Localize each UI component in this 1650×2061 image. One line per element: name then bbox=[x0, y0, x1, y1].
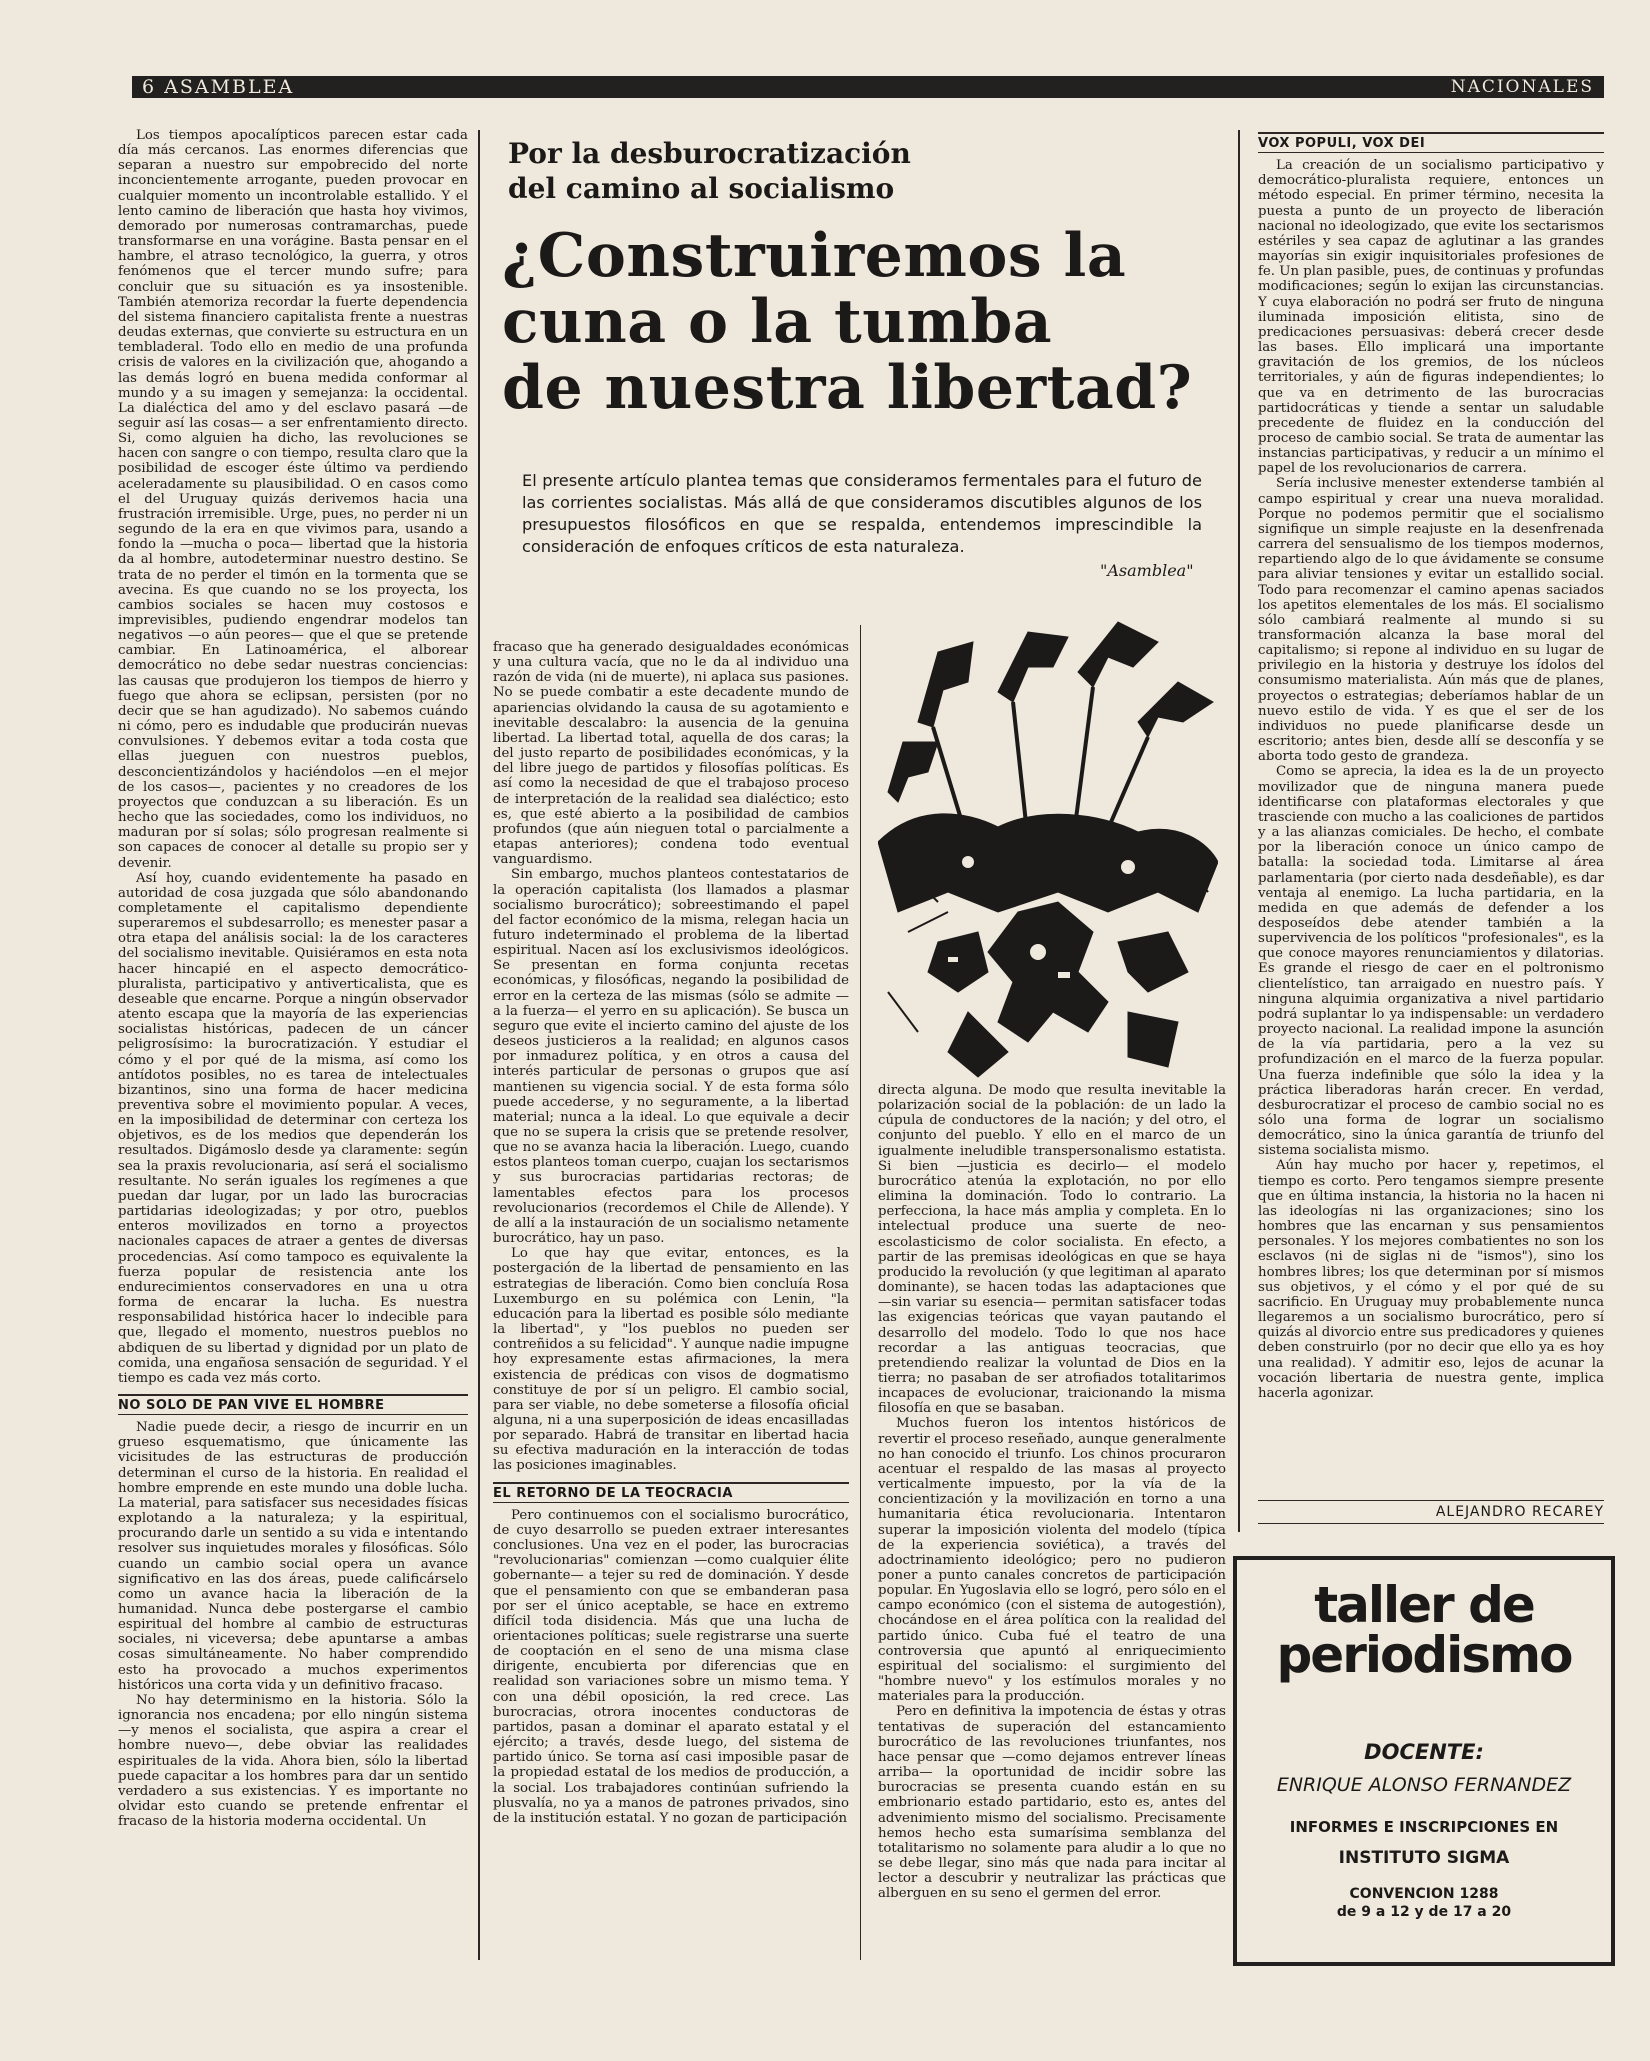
article-intro: El presente artículo plantea temas que consideramos fermentales para el futuro de las corrientes socialistas. Más allá de que consideramos discutibles algunos de los presupuestos filosóficos en que se respalda, entendemos imprescindible la consideración de enfoques críticos de esta naturaleza. bbox=[522, 471, 1202, 556]
paragraph: Aún hay mucho por hacer y, repetimos, el tiempo es corto. Pero tengamos siempre presente que en última instancia, la historia no la hacen ni las ideologías ni las organizaciones; sino los hombres que las encarnan y sus pensamientos personales. Y los mejores combatientes no son los esclavos (ni de siglas ni de "ismos"), sino los hombres libres; los que determinan por sí mismos sus objetivos, y el cómo y el por qué de su sacrificio. En Uruguay muy probablemente nunca llegaremos a un socialismo burocrático, pero sí quizás al divorcio entre sus predicadores y quienes deben construirlo (por no decir que ello ya es hoy una realidad). Y admitir eso, lejos de acunar la vocación libertaria de nuestra gente, implica hacerla agonizar. bbox=[1258, 1158, 1604, 1401]
ad-teacher-label: DOCENTE: bbox=[1364, 1740, 1484, 1764]
headline-line: de nuestra libertad? bbox=[502, 353, 1193, 423]
paragraph: Pero continuemos con el socialismo burocrático, de cuyo desarrollo se pueden extraer interesantes conclusiones. Una vez en el poder, las burocracias "revolucionarias" comienzan —como cualquier élite gobernante— a tejer su red de dominación. Y desde que el pensamiento con que se embanderan pasa por ser el único aceptable, se hace en extremo difícil toda disidencia. Más que una lucha de orientaciones políticas; suele registrarse una suerte de cooptación en el seno de una misma clase dirigente, encubierta por diferencias que en realidad son variaciones sobre un mismo tema. Y con una débil oposición, la red crece. Las burocracias, otrora inocentes conductoras de partidos, pasan a dominar el aparato estatal y el ejército; a través, desde luego, del sistema de partido único. Se torna así casi imposible pasar de la propiedad estatal de los medios de producción, a la social. Los trabajadores continúan sufriendo la plusvalía, no ya a manos de patrones privados, sino de la institución estatal. Y no gozan de participación bbox=[493, 1507, 849, 1826]
brand-line: taller de bbox=[1314, 1576, 1534, 1634]
article-kicker bbox=[508, 136, 911, 206]
paragraph: Así hoy, cuando evidentemente ha pasado en autoridad de cosa juzgada que sólo abandonando completamente el capitalismo dependiente superaremos el subdesarrollo; es menester pasar a otra etapa del análisis social: la de los caracteres del socialismo inevitable. Quisiéramos en esta nota hacer hincapié en el aspecto democrático-pluralista, participativo y antiverticalista, que es deseable que encarne. Porque a ningún observador atento escapa que la mayoría de las experiencias socialistas históricas, padecen de un cáncer peligrosísimo: la burocratización. Y estudiar el cómo y el por qué de la misma, así como los antídotos posibles, no es tarea de intelectuales bizantinos, sino una forma de hacer medicina preventiva sobre el movimiento popular. A veces, en la imposibilidad de determinar con certeza los objetivos, es de los medios que dependerán los resultados. Digámoslo desde ya claramente: según sea la praxis revolucionaria, así será el socialismo resultante. No serán iguales los regímenes a que puedan dar lugar, por un lado las burocracias partidarias ideologizadas; y por otro, pueblos enteros movilizados en torno a proyectos nacionales capaces de atraer a gentes de diversas procedencias. Así como tampoco es equivalente la fuerza popular de resistencia ante los endurecimientos conservadores en una u otra forma de encarar la lucha. Es nuestra responsabilidad histórica hacer lo indecible para que, llegado el momento, nuestros pueblos no abdiquen de su libertad y dignidad por un plato de comida, una engañosa sensación de seguridad. Y el tiempo es cada vez más corto. bbox=[118, 870, 468, 1386]
column-rule-left bbox=[478, 130, 480, 1960]
column-2 bbox=[493, 640, 849, 1960]
paragraph: Lo que hay que evitar, entonces, es la postergación de la libertad de pensamiento en las estrategias de liberación. Como bien concluía Rosa Luxemburgo en su polémica con Lenin, "la educación para la libertad es posible sólo mediante la libertad", y "los pueblos no pueden ser contreñidos a su felicidad". Y aunque nadie impugne hoy expresamente estas afirmaciones, la mera existencia de prédicas con visos de dogmatismo constituye de por sí un peligro. El cambio social, para ser viable, no debe someterse a filosofía oficial alguna, ni a una superposición de ideas encasilladas por separado. Habrá de transitar en libertad hacia su efectiva maduración en la interacción de todas las posiciones imaginables. bbox=[493, 1246, 849, 1474]
paragraph: fracaso que ha generado desigualdades económicas y una cultura vacía, que no le da al individuo una razón de vida (ni de muerte), ni aplaca sus pasiones. No se puede combatir a este decadente mundo de apariencias olvidando la causa de su agotamiento e inevitable descalabro: la ausencia de la genuina libertad. La libertad total, aquella de dos caras; la del justo reparto de posibilidades económicas, y la del libre juego de partidos y filosofías políticas. Es así como la necesidad de que el trabajoso proceso de interpretación de la realidad sea dialéctico; esto es, que esté abierto a la posibilidad de cambios profundos (que aún nieguen total o parcialmente a etapas anteriores); condena todo eventual vanguardismo. bbox=[493, 640, 849, 868]
ad-place: INSTITUTO SIGMA bbox=[1338, 1848, 1510, 1868]
page-label: 6 ASAMBLEA bbox=[142, 76, 295, 98]
headline-line: cuna o la tumba bbox=[502, 287, 1053, 357]
illustration-graphic bbox=[878, 612, 1218, 1082]
paragraph: Muchos fueron los intentos históricos de revertir el proceso reseñado, aunque generalmente no han conocido el triunfo. Los chinos procuraron acentuar el respaldo de las masas al proyecto verticalmente impuesto, por la vía de la concientización y la movilización en torno a una humanitaria ética revolucionaria. Intentaron superar la imposición violenta del modelo (típica de la experiencia soviética), a través del adoctrinamiento ideológico; pero no pudieron poner a punto canales concretos de participación popular. En Yugoslavia ello se logró, pero sólo en el campo económico (con el sistema de autogestión), chocándose en el área política con la realidad del partido único. Cuba fué el teatro de una controversia que apuntó al enriquecimiento espiritual del socialismo: el surgimiento del "hombre nuevo" y los estímulos morales y no materiales para la producción. bbox=[878, 1416, 1226, 1705]
article-body-part1 bbox=[118, 128, 468, 1386]
article-body-part2 bbox=[118, 1420, 468, 1829]
paragraph: No hay determinismo en la historia. Sólo la ignorancia nos encadena; por ello ningún sistema —y menos el socialista, que aspira a crear el hombre nuevo—, debe obviar las realidades espirituales de la vida. Ahora bien, sólo la libertad puede capacitar a los hombres para dar un sentido verdadero a sus existencias. Y es importante no olvidar esto cuando se pretende enfrentar el fracaso de la historia moderna occidental. Un bbox=[118, 1692, 468, 1830]
paragraph: Los tiempos apocalípticos parecen estar cada día más cercanos. Las enormes diferencias que separan a nuestro sur empobrecido del norte inconcientemente arrogante, pueden provocar en cualquier momento un incontrolable estallido. Y el lento camino de liberación que hasta hoy vivimos, demorado por numerosas contramarchas, puede transformarse en una vorágine. Basta pensar en el hambre, el atraso tecnológico, la guerra, y otros fenómenos que el tercer mundo sufre; para concluir que su situación es ya insostenible. También atemoriza recordar la fuerte dependencia del sistema financiero capitalista frente a nuestras deudas externas, que convierte su estructura en un tembladeral. Todo ello en medio de una profunda crisis de valores en la civilización que, ahogando a las demás logró en buena medida conformar al mundo y a su imagen y semejanza: la occidental. La dialéctica del amo y del esclavo pasará —de seguir así las cosas— a ser enfrentamiento directo. Si, como alguien ha dicho, las revoluciones se hacen con sangre o con tiempo, resulta claro que la posibilidad de escoger éste último va perdiendo aceleradamente su plausibilidad. O en casos como el del Uruguay quizás derivemos hacia una frustración irremisible. Urge, pues, no perder ni un segundo de la era en que vivimos para, usando a fondo la —mucha o poca— libertad que la historia da al hombre, autodeterminar nuestro destino. Se trata de no perder el timón en la tormenta que se avecina. Es que cuando no se los proyecta, los cambios sociales se hacen muy costosos e imprevisibles, pudiendo engendrar modelos tan negativos —o aún peores— que el que se pretende cambiar. En Latinoamérica, el alborear democrático no debe sedar nuestras conciencias: las causas que produjeron los tiempos de hierro y fuego que ahora se eclipsan, persisten (por no decir que se han agudizado). No sabemos cuándo ni cómo, pero es indudable que producirán nuevas convulsiones. Y debemos evitar a toda costa que ellas jueguen con nuestros pueblos, desconcientizándolos y haciéndolos —en el mejor de los casos—, pacientes y no creadores de los proyectos que conduzcan a su liberación. Es un hecho que las sociedades, como los individuos, no maduran por sí solas; sólo progresan realmente si son capaces de conocer al detalle su propio ser y devenir. bbox=[118, 128, 468, 871]
article-headline bbox=[502, 223, 1222, 421]
woodcut-illustration bbox=[878, 612, 1218, 1082]
column-rule-middle bbox=[860, 625, 861, 1960]
sidebar-title: VOX POPULI, VOX DEI bbox=[1258, 132, 1604, 153]
ad-info: INFORMES E INSCRIPCIONES EN bbox=[1289, 1818, 1559, 1836]
paragraph: directa alguna. De modo que resulta inevitable la polarización social de la población: de un lado la cúpula de conductores de la nación; y del otro, el conjunto del pueblo. Y ello en el marco de un igualmente ineludible transpersonalismo estatista. Si bien —justicia es decirlo— el modelo burocrático atenúa la explotación, no por ello elimina la dominación. Todo lo contrario. La perfecciona, la hace más amplia y completa. En lo intelectual produce una suerte de neo-escolasticismo de color socialista. En efecto, a partir de las premisas ideológicas en que se haya producido la revolución (y que legitiman al aparato dominante), se hacen todas las adaptaciones que —sin variar su esencia— permitan satisfacer todas las exigencias teóricas que vayan pautando el desarrollo del modelo. Todo lo que nos hace recordar a las antiguas teocracias, que pretendiendo realizar la voluntad de Dios en la tierra; no pasaban de ser atrofiados totalitarimos incapaces de evolucionar, traicionando la misma filosofía en que se basaban. bbox=[878, 1083, 1226, 1417]
kicker-line: Por la desburocratización bbox=[508, 137, 911, 170]
ad-brand bbox=[1237, 1576, 1611, 1684]
paragraph: Como se aprecia, la idea es la de un proyecto movilizador que de ninguna manera puede identificarse con plataformas electorales y que trasciende con mucho a las coaliciones de partidos y a las alianzas comiciales. De hecho, el combate por la liberación conoce un único campo de batalla: la sociedad toda. Limitarse al área parlamentaria (por cierto nada desdeñable), es dar ventaja al enemigo. La lucha partidaria, en la medida en que además de defender a los desposeídos debe atender también a la supervivencia de los políticos "profesionales", es la que conoce mayores renunciamientos y dilatorias. Es grande el riesgo de caer en el poltronismo clientelístico, tan arraigado en nuestro país. Y ninguna alquimia organizativa a nivel partidario podrá suplantar lo ya indispensable: un verdadero proyecto nacional. La realidad impone la asunción de la vía partidaria, pero a la vez su profundización en el marco de la fuerza popular. Una fuerza indefinible que sólo la idea y la práctica liberadoras harán crecer. En verdad, desburocratizar el proceso de cambio social no es sólo una forma de lograr un socialismo democrático, sino la única garantía de triunfo del sistema socialista mismo. bbox=[1258, 764, 1604, 1159]
author-byline: ALEJANDRO RECAREY bbox=[1258, 1500, 1604, 1524]
paragraph: La creación de un socialismo participativo y democrático-pluralista requiere, entonces un método especial. En primer término, necesita la puesta a punto de un proyecto de liberación nacional no ideologizado, que evite los sectarismos estériles y sea capaz de aglutinar a las grandes mayorías sin exigir inquisitoriales profesiones de fe. Un plan pasible, pues, de continuas y profundas modificaciones; según lo exijan las circunstancias. Y cuya elaboración no podrá ser fruto de ninguna iluminada imposición elitista, sino de predicaciones persuasivas: deberá crecer desde las bases. Ello implicará una importante gravitación de los gremios, de los núcleos territoriales, y aún de figuras independientes; lo que va en detrimento de las burocracias partidocráticas y tiende a sentar un saludable precedente de fluidez en la conducción del proceso de cambio social. Se trata de aumentar las instancias participativas, y reducir a un mínimo el papel de los revolucionarios de carrera. bbox=[1258, 158, 1604, 477]
column-1 bbox=[118, 128, 468, 1958]
intro-signature: "Asamblea" bbox=[1100, 561, 1194, 580]
subhead-pan: NO SOLO DE PAN VIVE EL HOMBRE bbox=[118, 1394, 468, 1415]
page-header-bar bbox=[132, 76, 1604, 98]
brand-line: periodismo bbox=[1276, 1626, 1572, 1684]
kicker-line: del camino al socialismo bbox=[508, 172, 895, 205]
paragraph: Pero en definitiva la impotencia de éstas y otras tentativas de superación del estancamiento burocrático de las revoluciones triunfantes, nos hace pensar que —como dejamos entrever líneas arriba— la oportunidad de incidir sobre las burocracias se presenta cuando están en su embrionario estado partidario, esto es, antes del advenimiento mismo del socialismo. Precisamente hemos hecho esta sumarísima semblanza del totalitarismo no solamente para aludir a lo que no se debe llegar, sino más que nada para incitar al lector a descubrir y neutralizar las prácticas que alberguen en su seno el germen del error. bbox=[878, 1704, 1226, 1902]
column-rule-right bbox=[1238, 130, 1240, 1532]
ad-hours: de 9 a 12 y de 17 a 20 bbox=[1336, 1904, 1512, 1920]
subhead-teocracia: EL RETORNO DE LA TEOCRACIA bbox=[493, 1482, 849, 1503]
advertisement-box bbox=[1233, 1556, 1615, 1966]
sidebar-column bbox=[1258, 132, 1604, 1492]
ad-address: CONVENCION 1288 bbox=[1349, 1886, 1499, 1902]
section-label: NACIONALES bbox=[1450, 77, 1594, 97]
column-3 bbox=[878, 1083, 1226, 1960]
ad-teacher-name: ENRIQUE ALONSO FERNANDEZ bbox=[1276, 1774, 1572, 1796]
paragraph: Sería inclusive menester extenderse también al campo espiritual y crear una nueva moralidad. Porque no podemos permitir que el socialismo signifique un simple reajuste en la desenfrenada carrera del sensualismo de los tiempos modernos, repartiendo algo de lo que ávidamente se consume para aliviar tensiones y evitar un estallido social. Todo para recomenzar el camino apenas saciados los apetitos elementales de los más. El socialismo sólo cambiará realmente al mundo si su transformación alcanza la base moral del capitalismo; si repone al individuo en su lugar de privilegio en la historia y destruye los ídolos del consumismo materialista. Aún más que de planes, proyectos o estrategias; deberíamos hablar de un nuevo estilo de vida. Y es que el ser de los individuos no puede planificarse desde un escritorio; antes bien, desde allí se desconfía y se aborta todo gesto de grandeza. bbox=[1258, 476, 1604, 765]
paragraph: Sin embargo, muchos planteos contestatarios de la operación capitalista (los llamados a plasmar socialismo burocrático); sobreestimando el papel del factor económico de la misma, relegan hacia un futuro indeterminado el problema de la libertad espiritual. Nacen así los exclusivismos ideológicos. Se presentan en forma conjunta recetas económicas, y filosóficas, negando la posibilidad de error en la certeza de las mismas (sólo se admite —a la fuerza— el yerro en su aplicación). Se busca un seguro que evite el incierto camino del ajuste de los deseos justicieros a la realidad; en algunos casos por inmadurez política, y en otros a causa del interés particular de personas o grupos que así mantienen su vigencia social. Y de esta forma sólo puede accederse, y no seguramente, a la libertad material; nunca a la ideal. Lo que equivale a decir que no se supera la crisis que se pretende resolver, que no se avanza hacia la liberación. Luego, cuando estos planteos toman cuerpo, cuajan los sectarismos y sus burocracias partidarias rectoras; de lamentables efectos para los procesos revolucionarios (recordemos el Chile de Allende). Y de allí a la instauración de un socialismo netamente burocrático, hay un paso. bbox=[493, 867, 849, 1247]
paragraph: Nadie puede decir, a riesgo de incurrir en un grueso esquematismo, que únicamente las vicisitudes de las estructuras de producción determinan el curso de la historia. En realidad el hombre emprende en este mundo una doble lucha. La material, para satisfacer sus necesidades físicas explotando a la naturaleza; y la espiritual, procurando darle un sentido a su vida e intentando resolver sus inquietudes morales y filosóficas. Sólo cuando un cambio social opera un avance significativo en las dos áreas, puede calificárselo como un avance hacia la liberación de la humanidad. Nunca debe postergarse el cambio espiritual del hombre al cambio de estructuras sociales, ni viceversa; debe apuntarse a ambas cosas simultáneamente. No haber comprendido esto ha provocado a muchos experimentos históricos una corta vida y un definitivo fracaso. bbox=[118, 1420, 468, 1693]
headline-line: ¿Construiremos la bbox=[502, 221, 1127, 291]
